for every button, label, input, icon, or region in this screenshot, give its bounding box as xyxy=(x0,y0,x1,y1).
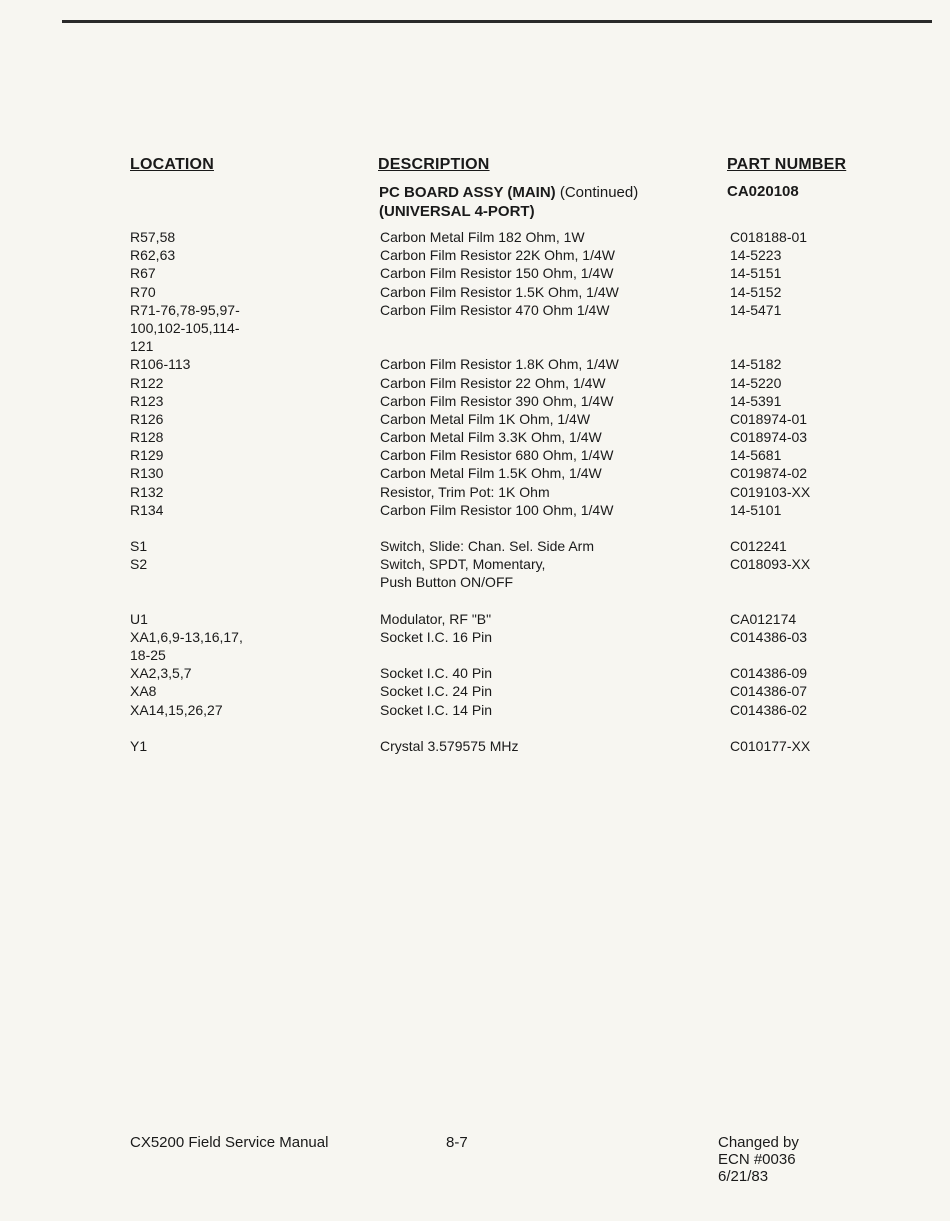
ecn-number: ECN #0036 xyxy=(718,1151,796,1168)
description-cell: Carbon Metal Film 3.3K Ohm, 1/4W xyxy=(380,429,602,446)
description-cell: Socket I.C. 24 Pin xyxy=(380,683,493,700)
parts-row xyxy=(0,429,950,447)
parts-row xyxy=(0,447,950,465)
part-number-cell: CA012174 xyxy=(730,610,797,627)
parts-row xyxy=(0,356,950,374)
description-cell: Resistor, Trim Pot: 1K Ohm xyxy=(380,483,550,500)
description-cell: Carbon Film Resistor 22K Ohm, 1/4W xyxy=(380,247,615,264)
description-cell: Crystal 3.579575 MHz xyxy=(380,737,519,754)
description-cell: Carbon Metal Film 1K Ohm, 1/4W xyxy=(380,410,591,427)
parts-row xyxy=(0,338,950,356)
part-number-cell: C018093-XX xyxy=(730,556,811,573)
location-cell: R57,58 xyxy=(130,229,176,245)
parts-row xyxy=(0,302,950,320)
parts-row xyxy=(0,502,950,520)
parts-row xyxy=(0,393,950,411)
location-cell: R62,63 xyxy=(130,247,176,264)
location-cell: 100,102-105,114- xyxy=(130,319,240,336)
location-cell: 18-25 xyxy=(130,646,166,663)
parts-row xyxy=(0,611,950,629)
part-number-cell: 14-5471 xyxy=(730,301,782,318)
part-number-cell: C012241 xyxy=(730,538,787,554)
assembly-title: PC BOARD ASSY (MAIN) xyxy=(379,184,556,201)
parts-row xyxy=(0,702,950,720)
description-cell: Switch, SPDT, Momentary, xyxy=(380,556,546,573)
parts-row xyxy=(0,574,950,592)
location-cell: R67 xyxy=(130,265,156,282)
part-number-header: PART NUMBER xyxy=(727,156,847,173)
part-number-cell: C010177-XX xyxy=(730,737,811,754)
parts-row xyxy=(0,556,950,574)
description-cell: Carbon Film Resistor 150 Ohm, 1/4W xyxy=(380,265,614,282)
location-cell: R106-113 xyxy=(130,356,191,373)
part-number-cell: 14-5391 xyxy=(730,392,782,409)
location-cell: R123 xyxy=(130,392,164,409)
parts-row xyxy=(0,738,950,756)
part-number-cell: 14-5220 xyxy=(730,374,782,391)
location-header: LOCATION xyxy=(130,156,214,173)
location-cell: S2 xyxy=(130,556,148,573)
location-cell: XA1,6,9-13,16,17, xyxy=(130,628,243,645)
location-cell: R126 xyxy=(130,410,164,427)
part-number-cell: C014386-09 xyxy=(730,665,808,682)
location-cell: R134 xyxy=(130,501,164,518)
assembly-part-number: CA020108 xyxy=(727,183,799,200)
location-cell: R132 xyxy=(130,483,164,500)
description-cell: Carbon Film Resistor 390 Ohm, 1/4W xyxy=(380,392,614,409)
parts-row xyxy=(0,665,950,683)
description-cell: Carbon Film Resistor 22 Ohm, 1/4W xyxy=(380,374,606,391)
description-cell: Carbon Film Resistor 100 Ohm, 1/4W xyxy=(380,501,614,518)
change-notice xyxy=(718,1134,799,1185)
part-number-cell: C018188-01 xyxy=(730,229,808,245)
page-number: 8-7 xyxy=(446,1134,468,1151)
parts-list xyxy=(0,229,950,756)
part-number-cell: C018974-01 xyxy=(730,410,808,427)
description-cell: Carbon Film Resistor 1.5K Ohm, 1/4W xyxy=(380,283,619,300)
location-cell: XA14,15,26,27 xyxy=(130,701,223,718)
parts-row xyxy=(0,484,950,502)
parts-row xyxy=(0,629,950,647)
part-number-cell: C019874-02 xyxy=(730,465,808,482)
location-cell: R129 xyxy=(130,447,164,464)
part-number-cell: C014386-02 xyxy=(730,701,808,718)
location-cell: S1 xyxy=(130,538,148,554)
location-cell: R130 xyxy=(130,465,164,482)
description-cell: Carbon Film Resistor 680 Ohm, 1/4W xyxy=(380,447,614,464)
location-cell: XA2,3,5,7 xyxy=(130,665,192,682)
parts-row xyxy=(0,538,950,556)
parts-row xyxy=(0,229,950,247)
top-rule xyxy=(62,20,932,23)
assembly-continued: (Continued) xyxy=(559,184,639,201)
location-cell: U1 xyxy=(130,610,148,627)
assembly-heading xyxy=(379,183,638,221)
parts-row xyxy=(0,320,950,338)
parts-row xyxy=(0,247,950,265)
location-cell: R122 xyxy=(130,374,164,391)
part-number-cell: C014386-03 xyxy=(730,628,808,645)
description-cell: Push Button ON/OFF xyxy=(380,574,514,591)
part-number-cell: 14-5152 xyxy=(730,283,782,300)
part-number-cell: 14-5223 xyxy=(730,247,782,264)
manual-title: CX5200 Field Service Manual xyxy=(130,1134,329,1151)
part-number-cell: C014386-07 xyxy=(730,683,808,700)
parts-row xyxy=(0,683,950,701)
location-cell: R70 xyxy=(130,283,156,300)
location-cell: 121 xyxy=(130,338,154,355)
description-cell: Switch, Slide: Chan. Sel. Side Arm xyxy=(380,538,594,554)
changed-by: Changed by xyxy=(718,1134,799,1151)
parts-row xyxy=(0,265,950,283)
description-cell: Carbon Metal Film 1.5K Ohm, 1/4W xyxy=(380,465,602,482)
part-number-cell: 14-5101 xyxy=(730,501,782,518)
parts-row xyxy=(0,375,950,393)
description-cell: Carbon Film Resistor 470 Ohm 1/4W xyxy=(380,301,610,318)
part-number-cell: C018974-03 xyxy=(730,429,808,446)
parts-row xyxy=(0,465,950,483)
location-cell: XA8 xyxy=(130,683,157,700)
description-cell: Socket I.C. 14 Pin xyxy=(380,701,493,718)
description-cell: Carbon Film Resistor 1.8K Ohm, 1/4W xyxy=(380,356,619,373)
description-cell: Socket I.C. 40 Pin xyxy=(380,665,493,682)
parts-row xyxy=(0,647,950,665)
description-cell: Modulator, RF "B" xyxy=(380,610,492,627)
location-cell: R128 xyxy=(130,429,164,446)
description-cell: Carbon Metal Film 182 Ohm, 1W xyxy=(380,229,585,245)
location-cell: Y1 xyxy=(130,737,148,754)
assembly-subtitle: (UNIVERSAL 4-PORT) xyxy=(379,203,535,220)
description-cell: Socket I.C. 16 Pin xyxy=(380,628,493,645)
part-number-cell: C019103-XX xyxy=(730,483,811,500)
part-number-cell: 14-5681 xyxy=(730,447,782,464)
part-number-cell: 14-5182 xyxy=(730,356,782,373)
parts-row xyxy=(0,411,950,429)
description-header: DESCRIPTION xyxy=(378,156,490,173)
parts-row xyxy=(0,284,950,302)
location-cell: R71-76,78-95,97- xyxy=(130,301,240,318)
change-date: 6/21/83 xyxy=(718,1168,769,1185)
part-number-cell: 14-5151 xyxy=(730,265,782,282)
